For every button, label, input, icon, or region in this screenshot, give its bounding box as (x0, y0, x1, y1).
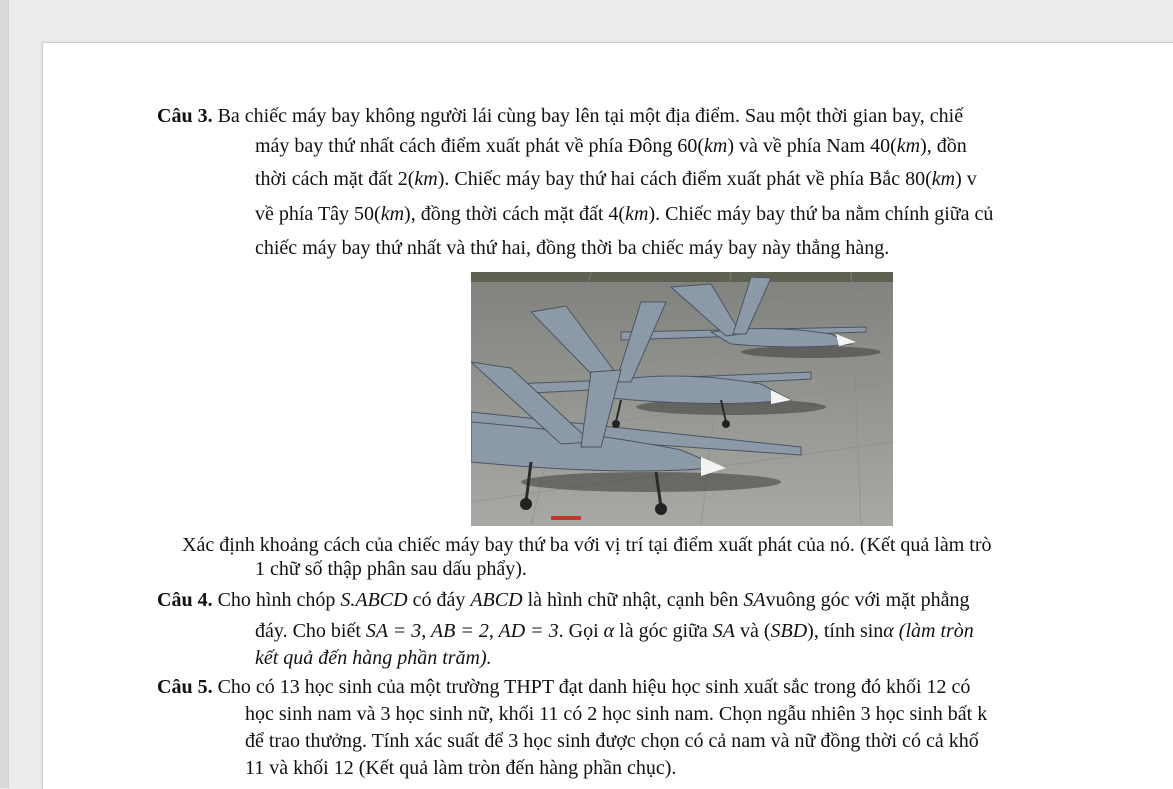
q3-line-2: máy bay thứ nhất cách điểm xuất phát về phía Đông 60(km) và về phía Nam 40(km), đồn (255, 135, 967, 157)
q5-line-3: để trao thưởng. Tính xác suất để 3 học sinh được chọn có cả nam và nữ đồng thời có cả khố (245, 730, 979, 752)
q4-line-3: kết quả đến hàng phần trăm). (255, 647, 492, 669)
q3-line-6: Xác định khoảng cách của chiếc máy bay thứ ba với vị trí tại điểm xuất phát của nó. (Kết quả làm trò (182, 534, 992, 556)
q3-line-5: chiếc máy bay thứ nhất và thứ hai, đồng thời ba chiếc máy bay này thẳng hàng. (255, 237, 890, 259)
q3-line-3: thời cách mặt đất 2(km). Chiếc máy bay thứ hai cách điểm xuất phát về phía Bắc 80(km) v (255, 168, 977, 190)
drones-photo (471, 272, 893, 526)
q5-line-4: 11 và khối 12 (Kết quả làm tròn đến hàng phần chục). (245, 757, 677, 779)
q3-line-4: về phía Tây 50(km), đồng thời cách mặt đất 4(km). Chiếc máy bay thứ ba nằm chính giữa củ (255, 203, 994, 225)
q4-label: Câu 4. (157, 589, 213, 611)
q4-line-2: đáy. Cho biết SA = 3, AB = 2, AD = 3. Gọi α là góc giữa SA và (SBD), tính sinα (làm tròn (255, 620, 974, 642)
q3-line-7: 1 chữ số thập phân sau dấu phẩy). (255, 558, 527, 580)
q3-line-1: Câu 3. Ba chiếc máy bay không người lái cùng bay lên tại một địa điểm. Sau một thời gian bay, chiế (157, 105, 964, 127)
viewer-left-edge (0, 0, 9, 788)
q4-line-1: Câu 4. Cho hình chóp S.ABCD có đáy ABCD là hình chữ nhật, cạnh bên SAvuông góc với mặt phẳng (157, 589, 970, 611)
q5-line-2: học sinh nam và 3 học sinh nữ, khối 11 có 2 học sinh nam. Chọn ngẫu nhiên 3 học sinh bất k (245, 703, 988, 725)
document-page (42, 42, 1173, 789)
q3-label: Câu 3. (157, 105, 213, 127)
q5-label: Câu 5. (157, 676, 213, 698)
q5-line-1: Câu 5. Cho có 13 học sinh của một trường THPT đạt danh hiệu học sinh xuất sắc trong đó khối 12 có (157, 676, 971, 698)
